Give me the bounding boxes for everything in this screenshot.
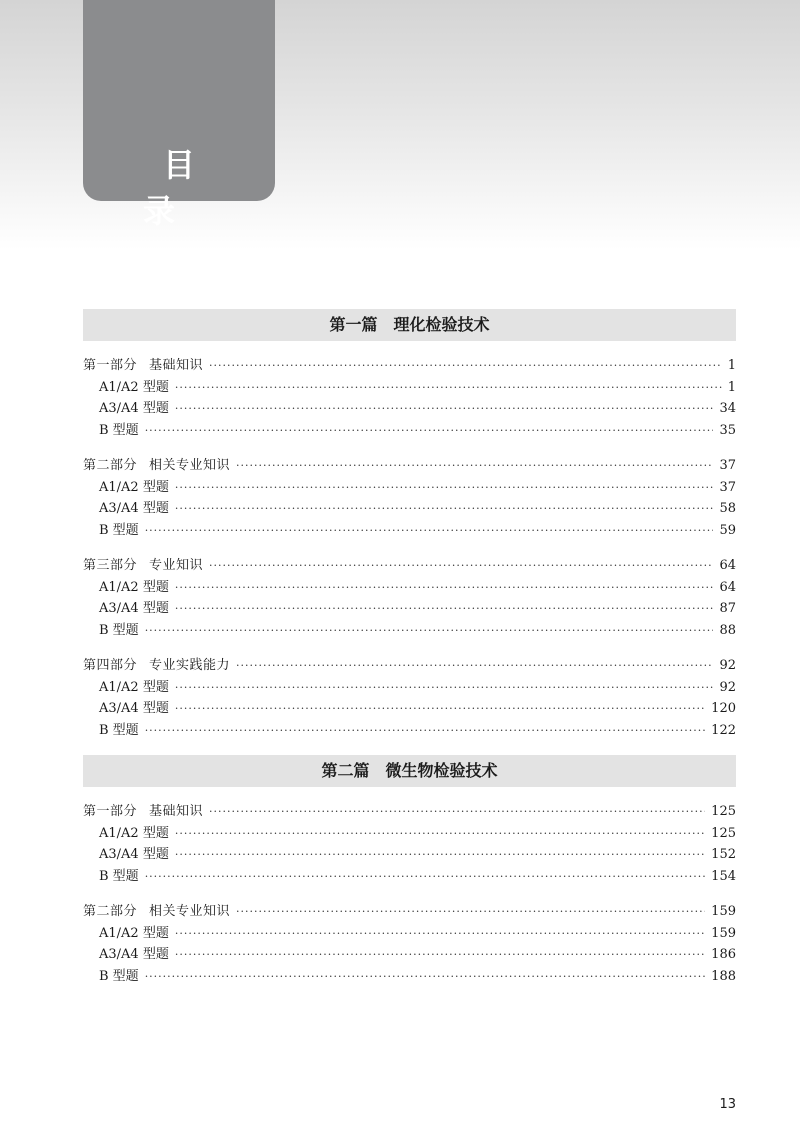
toc-entry-sub[interactable] [83,520,736,542]
toc-subentry-label: B 型题 [99,722,139,738]
toc-entry-label [83,355,203,377]
toc-subentry-page: 37 [719,479,736,495]
toc-entry-title: 基础知识 [149,358,204,373]
toc-entry-main[interactable] [83,655,736,677]
dot-leader [175,477,714,499]
toc-entry-page: 159 [711,904,736,919]
toc-entry-sub[interactable] [83,923,736,945]
title-tab [83,0,275,230]
toc-entry-sub[interactable] [83,477,736,499]
toc-section [83,901,736,987]
dot-leader [145,720,705,742]
toc-entry-main[interactable] [83,355,736,377]
toc-subentry-label: A1/A2 型题 [99,679,169,695]
toc-entry-main[interactable] [83,801,736,823]
toc-subentry-label: A1/A2 型题 [99,825,169,841]
toc-subentry-label: A3/A4 型题 [99,401,169,416]
dot-leader [209,355,722,377]
toc-entry-sub[interactable] [83,720,736,742]
toc-entry-main[interactable] [83,455,736,477]
toc-entry-sub[interactable] [83,823,736,845]
toc-entry-sub[interactable] [83,944,736,966]
toc-entry-main[interactable] [83,901,736,923]
toc-subentry-label: A3/A4 型题 [99,501,169,516]
toc-entry-title: 基础知识 [149,804,204,819]
toc-entry-sub[interactable] [83,966,736,988]
toc-entry-title: 专业知识 [149,558,204,573]
toc-subentry-page: 92 [719,679,736,695]
toc-entry-title: 相关专业知识 [149,458,231,473]
dot-leader [209,555,713,577]
toc-entry-sub[interactable] [83,844,736,866]
toc-entry-sub[interactable] [83,620,736,642]
toc-subentry-page: 125 [711,825,736,841]
toc-section [83,355,736,441]
toc-entry-part: 第三部分 [83,558,138,573]
toc-subentry-label: B 型题 [99,968,139,984]
dot-leader [175,377,722,399]
toc-subentry-page: 159 [711,925,736,941]
toc-entry-page: 64 [719,558,736,573]
part-heading-title: 微生物检验技术 [385,761,498,780]
toc-subentry-page: 87 [719,601,736,616]
part-heading-number: 第二篇 [321,761,370,780]
toc-entry-title: 相关专业知识 [149,904,231,919]
toc-subentry-label: A3/A4 型题 [99,847,169,862]
toc-entry-label [83,801,203,823]
dot-leader [175,844,705,866]
dot-leader [145,966,705,988]
toc-entry-label [83,655,230,677]
toc-section [83,555,736,641]
toc-subentry-label: B 型题 [99,522,139,538]
toc-entry-sub[interactable] [83,498,736,520]
page-number: 13 [719,1097,736,1112]
page-title: 目 录 [142,146,235,230]
dot-leader [145,620,714,642]
dot-leader [236,901,705,923]
toc-entry-title: 专业实践能力 [149,658,231,673]
toc-subentry-label: A1/A2 型题 [99,925,169,941]
toc-subentry-page: 64 [719,579,736,595]
toc-subentry-page: 59 [719,522,736,538]
toc-entry-page: 37 [719,458,736,473]
part-heading [83,755,736,787]
toc-subentry-label: A1/A2 型题 [99,379,169,395]
toc-entry-sub[interactable] [83,420,736,442]
toc-entry-sub[interactable] [83,677,736,699]
toc-subentry-page: 35 [719,422,736,438]
dot-leader [175,823,705,845]
dot-leader [145,420,714,442]
dot-leader [175,398,714,420]
toc-subentry-label: B 型题 [99,422,139,438]
dot-leader [175,577,714,599]
part-heading [83,309,736,341]
toc-entry-page: 1 [727,358,736,373]
table-of-contents [83,309,736,1001]
dot-leader [175,944,705,966]
toc-entry-part: 第二部分 [83,904,138,919]
dot-leader [175,677,714,699]
toc-subentry-page: 154 [711,868,736,884]
toc-entry-part: 第二部分 [83,458,138,473]
toc-subentry-page: 34 [719,401,736,416]
toc-subentry-label: A3/A4 型题 [99,601,169,616]
toc-subentry-label: A3/A4 型题 [99,947,169,962]
toc-subentry-page: 120 [711,701,736,716]
toc-entry-main[interactable] [83,555,736,577]
toc-subentry-page: 188 [711,968,736,984]
toc-entry-sub[interactable] [83,866,736,888]
dot-leader [175,923,705,945]
toc-subentry-label: A3/A4 型题 [99,701,169,716]
toc-subentry-label: B 型题 [99,868,139,884]
toc-entry-part: 第四部分 [83,658,138,673]
toc-entry-part: 第一部分 [83,358,138,373]
toc-entry-page: 92 [719,658,736,673]
toc-entry-label [83,455,230,477]
dot-leader [236,655,713,677]
toc-entry-sub[interactable] [83,698,736,720]
dot-leader [145,866,705,888]
toc-subentry-page: 88 [719,622,736,638]
part-heading-title: 理化检验技术 [393,315,490,334]
toc-entry-part: 第一部分 [83,804,138,819]
dot-leader [175,598,714,620]
toc-subentry-page: 1 [727,379,736,395]
toc-entry-sub[interactable] [83,577,736,599]
toc-subentry-page: 186 [711,947,736,962]
dot-leader [145,520,714,542]
dot-leader [209,801,705,823]
toc-subentry-label: A1/A2 型题 [99,479,169,495]
part-heading-number: 第一篇 [329,315,378,334]
toc-subentry-page: 122 [711,722,736,738]
toc-subentry-page: 152 [711,847,736,862]
toc-subentry-label: A1/A2 型题 [99,579,169,595]
toc-section [83,801,736,887]
toc-section [83,455,736,541]
toc-entry-sub[interactable] [83,598,736,620]
toc-entry-sub[interactable] [83,398,736,420]
toc-entry-label [83,555,203,577]
toc-entry-label [83,901,230,923]
toc-subentry-label: B 型题 [99,622,139,638]
toc-section [83,655,736,741]
dot-leader [175,698,705,720]
toc-entry-page: 125 [711,804,736,819]
dot-leader [236,455,713,477]
toc-subentry-page: 58 [719,501,736,516]
dot-leader [175,498,714,520]
toc-entry-sub[interactable] [83,377,736,399]
